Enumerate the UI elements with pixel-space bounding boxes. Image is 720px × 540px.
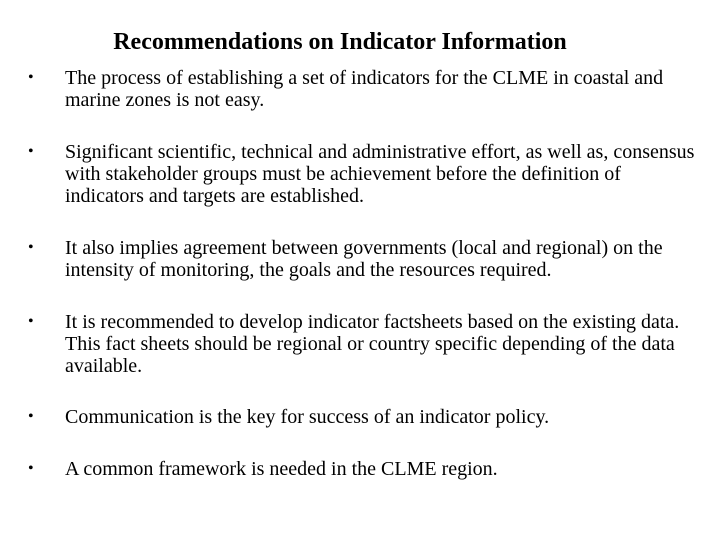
bullet-text: It also implies agreement between governments (local and regional) on the intensity of monitoring, the goals and the resources required.: [65, 237, 663, 281]
slide-title: Recommendations on Indicator Information: [113, 29, 567, 55]
bullet-icon: •: [28, 143, 34, 160]
bullet-item: [28, 237, 688, 281]
bullet-item: [28, 458, 688, 480]
bullet-text: The process of establishing a set of indicators for the CLME in coastal and marine zones is not easy.: [65, 67, 664, 111]
bullet-item: [28, 311, 688, 377]
bullet-icon: •: [28, 408, 34, 425]
bullet-icon: •: [28, 239, 34, 256]
bullet-text: Significant scientific, technical and administrative effort, as well as, consensus with stakeholder groups must be achievement before the definition of indicators and targets are established.: [65, 141, 695, 207]
bullet-item: [28, 67, 688, 111]
bullet-text: A common framework is needed in the CLME region.: [65, 458, 498, 480]
bullet-text: Communication is the key for success of an indicator policy.: [65, 406, 550, 428]
bullet-item: [28, 141, 695, 207]
bullet-text: It is recommended to develop indicator factsheets based on the existing data. This fact sheets should be regional or country specific depending of the data available.: [65, 311, 680, 377]
bullet-item: [28, 406, 688, 428]
bullet-icon: •: [28, 313, 34, 330]
bullet-icon: •: [28, 460, 34, 477]
bullet-icon: •: [28, 69, 34, 86]
